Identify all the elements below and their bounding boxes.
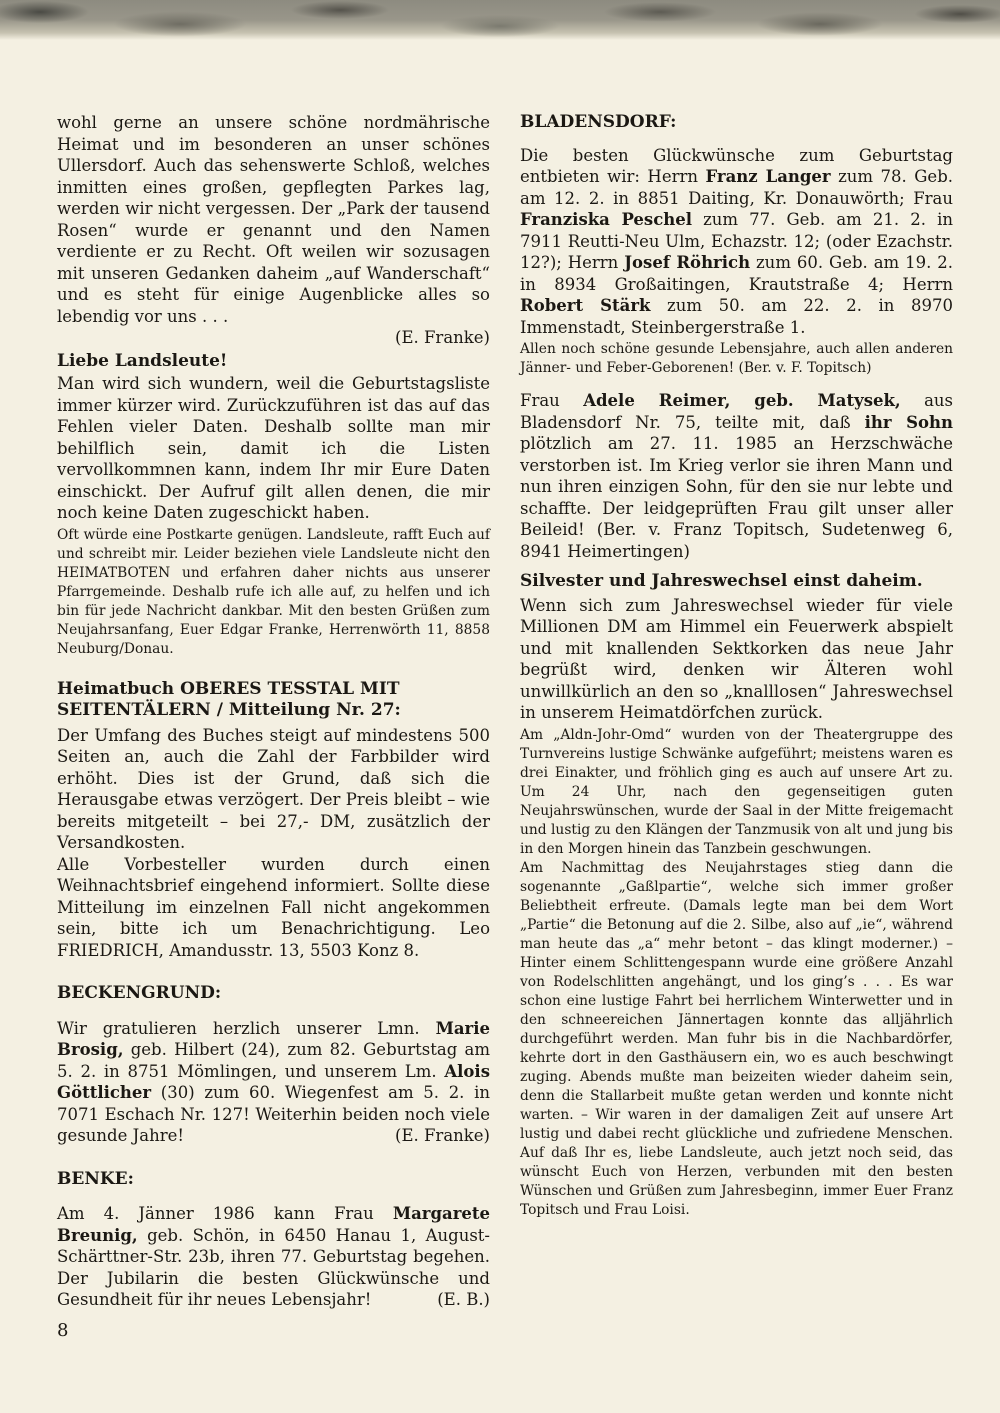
page-number: 8 [57, 1320, 69, 1341]
paragraph-heimatbuch-1: Der Umfang des Buches steigt auf mindestens 500 Seiten an, auch die Zahl der Farbbilder wird erhöht. Dies ist der Grund, daß sich die Herausgabe etwas verzögert. Der Preis bleibt – wie bereits mitgeteilt – bei 27,- DM, zusätzlich der Versandkosten. [57, 725, 490, 852]
paragraph-benke: Am 4. Jänner 1986 kann Frau Margarete Breunig, geb. Schön, in 6450 Hanau 1, August-Schärttner-Str. 23b, ihren 77. Geburtstag begehen. Der Jubilarin die besten Glückwünsche und Gesundheit für ihr neues Lebensjahr! (E. B.) [57, 1204, 490, 1309]
section-heading-heimatbuch: Heimatbuch OBERES TESSTAL MIT SEITENTÄLERN / Mitteilung Nr. 27: [57, 678, 401, 720]
section-heading-benke: BENKE: [57, 1168, 134, 1189]
paragraph-bladensdorf-birthdays: Die besten Glückwünsche zum Geburtstag entbieten wir: Herrn Franz Langer zum 78. Geb. am 12. 2. in 8851 Daiting, Kr. Donauwörth; Frau Franziska Peschel zum 77. Geb. am 21. 2. in 7911 Reutti-Neu Ulm, Echazstr. 12; (oder Ezachstr. 12?); Herrn Josef Röhrich zum 60. Geb. am 19. 2. in 8934 Großaitingen, Krautstraße 4; Herrn Robert Stärk zum 50. am 22. 2. in 8970 Immenstadt, Steinbergerstraße 1. [520, 145, 954, 337]
section-heading-bladensdorf: BLADENSDORF: [520, 112, 677, 132]
signature-e-franke: (E. Franke) [395, 328, 490, 347]
paragraph-bladensdorf-wishes: Allen noch schöne gesunde Lebensjahre, auch allen anderen Jänner- und Feber-Geborenen! (Ber. v. F. Topitsch) [520, 341, 953, 376]
paragraph-gasslpartie: Am Nachmittag des Neujahrstages stieg dann die sogenannte „Gaßlpartie“, welche sich immer großer Beliebtheit erfreute. (Damals legte man bei dem Wort „Partie“ die Betonung auf die 2. Silbe, also auf „ie“, während man heute das „a“ mehr betont – das klingt moderner.) – Hinter einem Schlittengespann wurde eine größere Anzahl von Rodelschlitten angehängt, und los ging’s . . . Es war schon eine lustige Fahrt bei herrlichem Winterwetter und in den schneereichen Jännertagen konnte das alljährlich durchgeführt werden. Man fuhr bis in die Nachbardörfer, kehrte dort in den Gasthäusern ein, wo es auch beschwingt zuging. Abends mußte man beizeiten wieder daheim sein, denn die Stallarbeit mußte getan werden und konnte nicht warten. – Wir waren in der damaligen Zeit auf unsere Art lustig und dabei recht glückliche und zufriedene Menschen. Auf daß Ihr es, liebe Landsleute, auch jetzt noch seid, das wünscht Euch von Herzen, verbunden mit den besten Wünschen und Grüßen zum Jahresbeginn, immer Euer Franz Topitsch und Frau Loisi. [520, 859, 953, 1218]
paragraph-silvester-intro: Wenn sich zum Jahreswechsel wieder für viele Millionen DM am Himmel ein Feuerwerk abspielt und mit knallenden Sektkorken das neue Jahr begrüßt wird, denken wir Älteren wohl unwillkürlich an den so „knalllosen“ Jahreswechsel in unserem Heimatdörfchen zurück. [520, 595, 953, 722]
section-heading-silvester: Silvester und Jahreswechsel einst daheim. [520, 571, 923, 591]
continuation-paragraph: wohl gerne an unsere schöne nordmährische Heimat und im besonderen an unser schönes Ullersdorf. Auch das sehenswerte Schloß, welches inmitten eines großen, gepflegten Parkes lag, werden wir nicht vergessen. Der „Park der tausend Rosen“ wurde er genannt und den Namen verdiente er zu Recht. Oft weilen wir sozusagen mit unseren Gedanken daheim „auf Wanderschaft“ und es steht für einige Augenblicke alles so lebendig vor uns . . . [57, 113, 490, 326]
section-heading-liebe-landsleute: Liebe Landsleute! [57, 350, 228, 371]
scan-edge-artifact [0, 0, 1000, 40]
paragraph-aldn-johr-omd: Am „Aldn-Johr-Omd“ wurden von der Theatergruppe des Turnvereins lustige Schwänke aufgeführt; meistens waren es drei Einakter, und fröhlich ging es auch auf unsere Art zu. Um 24 Uhr, nach den gegenseitigen guten Neujahrswünschen, wurde der Saal in der Mitte freigemacht und lustig zu den Klängen der Tanzmusik von alt und jung bis in den Morgen hinein das Tanzbein geschwungen. [520, 726, 953, 857]
left-column [57, 112, 490, 1311]
paragraph-postkarte: Oft würde eine Postkarte genügen. Landsleute, rafft Euch auf und schreibt mir. Leider beziehen viele Landsleute nicht den HEIMATBOTEN und erfahren daher nichts aus unserer Pfarrgemeinde. Deshalb rufe ich alle auf, zu helfen und ich bin für jede Nachricht dankbar. Mit den besten Grüßen zum Neujahrsanfang, Euer Edgar Franke, Herrenwörth 11, 8858 Neuburg/Donau. [57, 526, 490, 657]
paragraph-beckengrund: Wir gratulieren herzlich unserer Lmn. Marie Brosig, geb. Hilbert (24), zum 82. Geburtstag am 5. 2. in 8751 Mömlingen, und unserem Lm. Alois Göttlicher (30) zum 60. Wiegenfest am 5. 2. in 7071 Eschach Nr. 127! Weiterhin beiden noch viele gesunde Jahre! (E. Franke) [57, 1018, 490, 1145]
right-column [520, 112, 953, 1311]
paragraph-adele-reimer: Frau Adele Reimer, geb. Matysek, aus Bladensdorf Nr. 75, teilte mit, daß ihr Sohn plötzlich am 27. 11. 1985 an Herzschwäche verstorben ist. Im Krieg verlor sie ihren Mann und nun ihren einzigen Sohn, für den sie nur lebte und schaffte. Der leidgeprüften Frau gilt unser aller Beileid! (Ber. v. Franz Topitsch, Sudetenweg 6, 8941 Heimertingen) [520, 391, 954, 561]
two-column-layout [57, 112, 953, 1311]
paragraph-heimatbuch-2: Alle Vorbesteller wurden durch einen Weihnachtsbrief eingehend informiert. Sollte diese Mitteilung im einzelnen Fall nicht angekommen sein, bitte ich um Benachrichtigung. Leo FRIEDRICH, Amandusstr. 13, 5503 Konz 8. [57, 854, 490, 960]
section-heading-beckengrund: BECKENGRUND: [57, 983, 222, 1003]
paragraph-liebe-landsleute: Man wird sich wundern, weil die Geburtstagsliste immer kürzer wird. Zurückzuführen ist das auf das Fehlen vieler Daten. Deshalb sollte man mir behilflich sein, damit ich die Listen vervollkommnen kann, indem Ihr mir Eure Daten einschickt. Der Aufruf gilt allen denen, die mir noch keine Daten zugeschickt haben. [57, 374, 490, 522]
